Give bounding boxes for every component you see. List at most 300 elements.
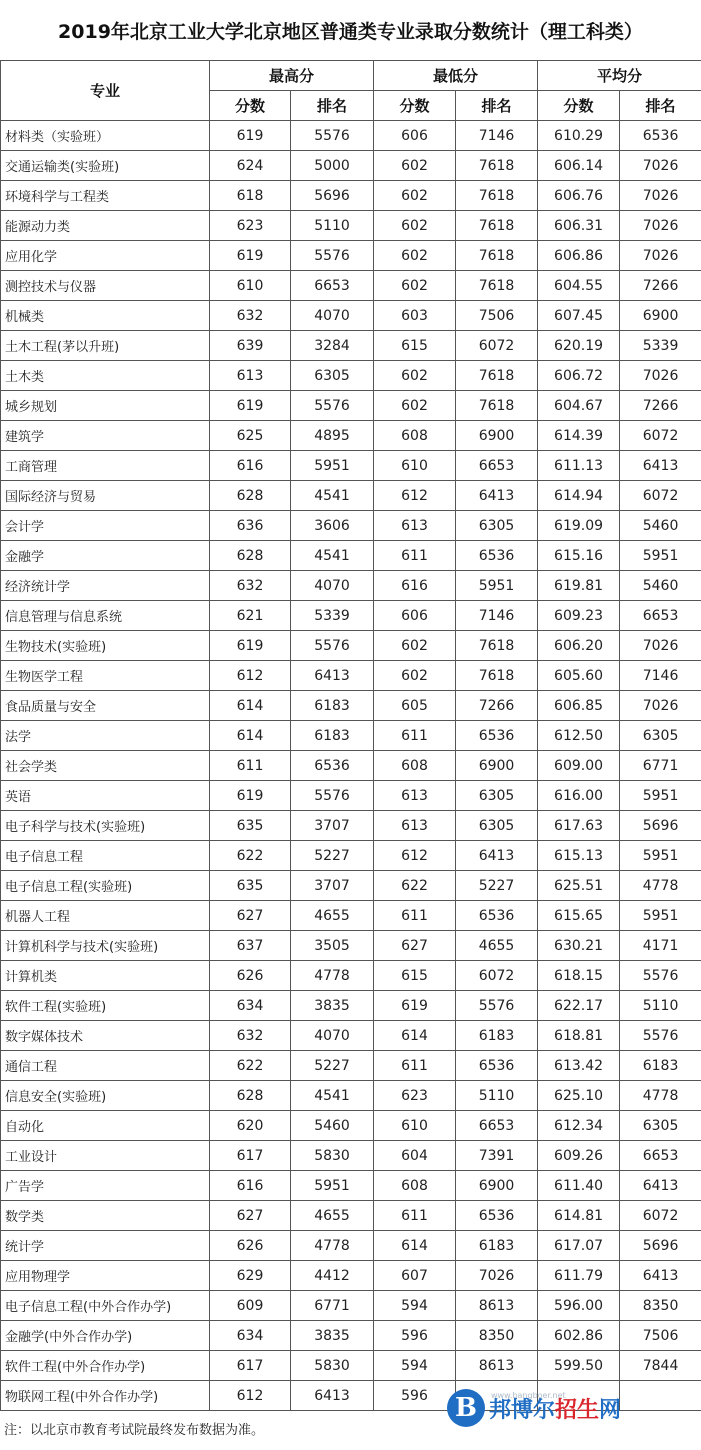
score-cell: 7026	[456, 1261, 538, 1291]
header-major: 专业	[1, 61, 210, 121]
score-cell: 620	[210, 1111, 291, 1141]
score-cell: 7146	[456, 601, 538, 631]
score-cell: 5110	[620, 991, 701, 1021]
score-cell: 617	[210, 1351, 291, 1381]
table-row	[1, 721, 701, 751]
score-cell: 614.39	[538, 421, 620, 451]
score-cell: 6653	[456, 451, 538, 481]
major-name-cell: 环境科学与工程类	[1, 181, 210, 211]
score-cell: 619	[210, 241, 291, 271]
score-cell: 615	[374, 331, 456, 361]
score-cell: 6771	[620, 751, 701, 781]
score-cell: 6653	[620, 1141, 701, 1171]
score-cell: 5460	[620, 511, 701, 541]
table-row	[1, 961, 701, 991]
major-name-cell: 法学	[1, 721, 210, 751]
major-name-cell: 数学类	[1, 1201, 210, 1231]
table-row	[1, 331, 701, 361]
major-name-cell: 物联网工程(中外合作办学)	[1, 1381, 210, 1411]
score-cell: 5951	[291, 451, 374, 481]
major-name-cell: 信息管理与信息系统	[1, 601, 210, 631]
header-rank: 排名	[291, 91, 374, 121]
score-cell: 7506	[456, 301, 538, 331]
major-name-cell: 信息安全(实验班)	[1, 1081, 210, 1111]
score-cell: 7618	[456, 391, 538, 421]
score-cell: 621	[210, 601, 291, 631]
score-cell: 622	[210, 841, 291, 871]
score-cell: 623	[374, 1081, 456, 1111]
major-name-cell: 工业设计	[1, 1141, 210, 1171]
score-cell: 612	[210, 1381, 291, 1411]
score-cell: 628	[210, 481, 291, 511]
score-cell: 6536	[620, 121, 701, 151]
score-cell: 606.20	[538, 631, 620, 661]
score-cell: 6305	[456, 781, 538, 811]
score-cell: 613	[374, 781, 456, 811]
table-row	[1, 511, 701, 541]
score-cell: 4895	[291, 421, 374, 451]
score-cell: 602	[374, 151, 456, 181]
major-name-cell: 经济统计学	[1, 571, 210, 601]
score-cell: 610	[210, 271, 291, 301]
score-cell: 5696	[620, 811, 701, 841]
table-row	[1, 121, 701, 151]
score-cell: 611.79	[538, 1261, 620, 1291]
score-cell: 6072	[620, 481, 701, 511]
score-cell: 628	[210, 541, 291, 571]
major-name-cell: 电子信息工程	[1, 841, 210, 871]
score-cell: 615.13	[538, 841, 620, 871]
score-cell: 632	[210, 1021, 291, 1051]
score-cell: 614	[374, 1231, 456, 1261]
major-name-cell: 生物技术(实验班)	[1, 631, 210, 661]
score-cell: 602	[374, 211, 456, 241]
score-cell: 602	[374, 271, 456, 301]
score-cell: 7618	[456, 241, 538, 271]
score-cell: 6072	[620, 421, 701, 451]
major-name-cell: 测控技术与仪器	[1, 271, 210, 301]
score-cell: 622.17	[538, 991, 620, 1021]
score-cell: 6183	[456, 1021, 538, 1051]
score-cell: 7026	[620, 631, 701, 661]
score-cell: 5951	[620, 541, 701, 571]
score-cell: 608	[374, 421, 456, 451]
score-cell: 619.81	[538, 571, 620, 601]
score-cell: 6413	[456, 841, 538, 871]
score-cell: 609	[210, 1291, 291, 1321]
table-row	[1, 601, 701, 631]
score-cell: 612.34	[538, 1111, 620, 1141]
watermark-text-red: 招生	[555, 1397, 600, 1423]
table-row	[1, 1111, 701, 1141]
score-cell: 6183	[291, 691, 374, 721]
score-cell: 6072	[620, 1201, 701, 1231]
score-cell: 622	[374, 871, 456, 901]
score-cell: 6653	[291, 271, 374, 301]
score-cell: 615.65	[538, 901, 620, 931]
score-cell: 604.55	[538, 271, 620, 301]
major-name-cell: 机械类	[1, 301, 210, 331]
major-name-cell: 电子信息工程(实验班)	[1, 871, 210, 901]
score-cell: 5339	[291, 601, 374, 631]
score-cell: 629	[210, 1261, 291, 1291]
major-name-cell: 机器人工程	[1, 901, 210, 931]
score-cell: 3707	[291, 871, 374, 901]
table-row	[1, 631, 701, 661]
score-cell: 6305	[620, 721, 701, 751]
score-cell: 616.00	[538, 781, 620, 811]
score-cell: 4655	[291, 901, 374, 931]
table-row	[1, 481, 701, 511]
table-row	[1, 151, 701, 181]
score-cell: 8613	[456, 1291, 538, 1321]
score-cell: 611	[374, 1051, 456, 1081]
score-cell: 606	[374, 601, 456, 631]
score-cell: 599.50	[538, 1351, 620, 1381]
score-cell: 613	[210, 361, 291, 391]
score-cell: 602	[374, 181, 456, 211]
score-cell: 616	[210, 451, 291, 481]
table-row	[1, 991, 701, 1021]
score-cell: 634	[210, 1321, 291, 1351]
score-cell: 611	[374, 541, 456, 571]
score-cell: 612	[374, 841, 456, 871]
score-cell: 604.67	[538, 391, 620, 421]
score-cell: 627	[210, 1201, 291, 1231]
score-cell: 5576	[291, 391, 374, 421]
score-cell: 7146	[620, 661, 701, 691]
score-cell: 606.86	[538, 241, 620, 271]
score-cell: 5110	[291, 211, 374, 241]
score-cell: 5576	[291, 631, 374, 661]
score-cell: 5951	[291, 1171, 374, 1201]
score-cell: 5460	[620, 571, 701, 601]
score-cell: 6900	[456, 421, 538, 451]
table-row	[1, 1321, 701, 1351]
major-name-cell: 英语	[1, 781, 210, 811]
table-row	[1, 181, 701, 211]
watermark-logo-icon: B	[447, 1389, 485, 1427]
major-name-cell: 软件工程(实验班)	[1, 991, 210, 1021]
score-cell: 7026	[620, 151, 701, 181]
score-cell: 617.63	[538, 811, 620, 841]
score-cell: 596	[374, 1321, 456, 1351]
table-row	[1, 931, 701, 961]
major-name-cell: 城乡规划	[1, 391, 210, 421]
score-cell: 605.60	[538, 661, 620, 691]
score-cell: 6536	[456, 1201, 538, 1231]
major-name-cell: 应用化学	[1, 241, 210, 271]
score-cell: 606.85	[538, 691, 620, 721]
table-row	[1, 1231, 701, 1261]
score-cell: 637	[210, 931, 291, 961]
score-cell: 4778	[291, 961, 374, 991]
score-cell: 6536	[456, 541, 538, 571]
score-cell: 594	[374, 1291, 456, 1321]
major-name-cell: 建筑学	[1, 421, 210, 451]
score-cell: 606.31	[538, 211, 620, 241]
score-cell: 604	[374, 1141, 456, 1171]
score-cell: 7391	[456, 1141, 538, 1171]
score-cell: 7266	[620, 391, 701, 421]
score-cell: 7026	[620, 691, 701, 721]
score-cell: 636	[210, 511, 291, 541]
score-cell: 6183	[456, 1231, 538, 1261]
score-cell: 7146	[456, 121, 538, 151]
major-name-cell: 能源动力类	[1, 211, 210, 241]
score-cell: 6653	[620, 601, 701, 631]
header-score: 分数	[538, 91, 620, 121]
score-cell: 625.51	[538, 871, 620, 901]
score-cell: 5830	[291, 1141, 374, 1171]
score-cell: 611.40	[538, 1171, 620, 1201]
score-cell: 4412	[291, 1261, 374, 1291]
score-cell: 608	[374, 1171, 456, 1201]
score-cell: 6183	[291, 721, 374, 751]
score-cell: 8613	[456, 1351, 538, 1381]
score-cell: 625	[210, 421, 291, 451]
score-cell: 4070	[291, 301, 374, 331]
table-row	[1, 451, 701, 481]
score-cell: 5830	[291, 1351, 374, 1381]
table-row	[1, 1051, 701, 1081]
major-name-cell: 国际经济与贸易	[1, 481, 210, 511]
score-cell: 609.26	[538, 1141, 620, 1171]
score-cell: 610	[374, 1111, 456, 1141]
score-cell: 624	[210, 151, 291, 181]
score-cell: 630.21	[538, 931, 620, 961]
score-cell: 610.29	[538, 121, 620, 151]
major-name-cell: 材料类（实验班）	[1, 121, 210, 151]
table-row	[1, 241, 701, 271]
score-cell: 6900	[456, 751, 538, 781]
score-cell: 5576	[620, 961, 701, 991]
score-cell: 623	[210, 211, 291, 241]
table-body	[1, 121, 701, 1411]
table-row	[1, 1291, 701, 1321]
score-cell: 5227	[456, 871, 538, 901]
score-cell: 6305	[291, 361, 374, 391]
score-cell: 7026	[620, 241, 701, 271]
score-cell: 5576	[291, 121, 374, 151]
score-cell: 625.10	[538, 1081, 620, 1111]
score-cell: 7506	[620, 1321, 701, 1351]
score-cell: 5227	[291, 841, 374, 871]
score-cell: 6183	[620, 1051, 701, 1081]
footnote: 注：以北京市教育考试院最终发布数据为准。	[4, 1423, 265, 1438]
table-row	[1, 211, 701, 241]
major-name-cell: 金融学	[1, 541, 210, 571]
score-cell: 6900	[620, 301, 701, 331]
score-cell: 618.81	[538, 1021, 620, 1051]
table-row	[1, 1021, 701, 1051]
score-cell: 6413	[456, 481, 538, 511]
score-cell: 3707	[291, 811, 374, 841]
score-cell: 7026	[620, 211, 701, 241]
table-row	[1, 841, 701, 871]
major-name-cell: 食品质量与安全	[1, 691, 210, 721]
score-cell: 5460	[291, 1111, 374, 1141]
score-cell: 611.13	[538, 451, 620, 481]
table-row	[1, 781, 701, 811]
table-row	[1, 661, 701, 691]
watermark-text-blue-end: 网	[599, 1397, 622, 1423]
score-cell: 627	[210, 901, 291, 931]
score-cell: 6305	[456, 811, 538, 841]
major-name-cell: 工商管理	[1, 451, 210, 481]
page-title: 2019年北京工业大学北京地区普通类专业录取分数统计（理工科类）	[58, 20, 643, 43]
major-name-cell: 自动化	[1, 1111, 210, 1141]
table-row	[1, 871, 701, 901]
score-cell: 616	[210, 1171, 291, 1201]
score-cell: 607.45	[538, 301, 620, 331]
score-cell: 6536	[456, 721, 538, 751]
table-row	[1, 691, 701, 721]
score-cell: 626	[210, 961, 291, 991]
score-cell: 619	[210, 631, 291, 661]
table-row	[1, 361, 701, 391]
major-name-cell: 统计学	[1, 1231, 210, 1261]
score-cell: 5000	[291, 151, 374, 181]
score-cell: 612.50	[538, 721, 620, 751]
score-cell: 611	[374, 901, 456, 931]
score-cell: 6536	[456, 1051, 538, 1081]
table-row	[1, 271, 701, 301]
site-watermark	[447, 1389, 621, 1427]
score-cell: 3835	[291, 1321, 374, 1351]
major-name-cell: 计算机类	[1, 961, 210, 991]
score-cell: 6072	[456, 961, 538, 991]
score-cell: 609.00	[538, 751, 620, 781]
score-cell: 6413	[620, 1171, 701, 1201]
major-name-cell: 计算机科学与技术(实验班)	[1, 931, 210, 961]
header-rank: 排名	[620, 91, 701, 121]
score-cell: 617.07	[538, 1231, 620, 1261]
score-cell: 614	[210, 691, 291, 721]
score-cell: 4778	[620, 871, 701, 901]
score-cell: 618	[210, 181, 291, 211]
score-cell	[620, 1381, 701, 1411]
score-cell: 5110	[456, 1081, 538, 1111]
score-cell: 6536	[291, 751, 374, 781]
score-cell: 613	[374, 811, 456, 841]
score-cell: 3835	[291, 991, 374, 1021]
score-cell: 602	[374, 391, 456, 421]
table-row	[1, 301, 701, 331]
table-row	[1, 391, 701, 421]
major-name-cell: 电子科学与技术(实验班)	[1, 811, 210, 841]
score-cell: 614	[374, 1021, 456, 1051]
score-cell: 4541	[291, 481, 374, 511]
table-row	[1, 1081, 701, 1111]
score-cell: 627	[374, 931, 456, 961]
score-cell: 614.94	[538, 481, 620, 511]
score-cell: 8350	[456, 1321, 538, 1351]
score-cell: 5951	[620, 781, 701, 811]
score-cell: 614	[210, 721, 291, 751]
major-name-cell: 通信工程	[1, 1051, 210, 1081]
major-name-cell: 软件工程(中外合作办学)	[1, 1351, 210, 1381]
score-cell: 6413	[291, 661, 374, 691]
header-rank: 排名	[456, 91, 538, 121]
score-cell: 602	[374, 241, 456, 271]
score-cell: 5227	[291, 1051, 374, 1081]
major-name-cell: 交通运输类(实验班)	[1, 151, 210, 181]
header-lowest: 最低分	[374, 61, 538, 91]
score-cell: 6072	[456, 331, 538, 361]
score-cell: 4778	[620, 1081, 701, 1111]
major-name-cell: 应用物理学	[1, 1261, 210, 1291]
score-cell: 4655	[456, 931, 538, 961]
score-cell: 4541	[291, 541, 374, 571]
major-name-cell: 数字媒体技术	[1, 1021, 210, 1051]
score-cell: 614.81	[538, 1201, 620, 1231]
score-cell: 632	[210, 301, 291, 331]
score-cell: 7266	[456, 691, 538, 721]
score-cell: 613.42	[538, 1051, 620, 1081]
score-cell: 603	[374, 301, 456, 331]
table-row	[1, 421, 701, 451]
score-cell: 611	[374, 1201, 456, 1231]
table-row	[1, 901, 701, 931]
score-cell: 617	[210, 1141, 291, 1171]
score-cell: 626	[210, 1231, 291, 1261]
score-cell: 620.19	[538, 331, 620, 361]
score-cell: 606.76	[538, 181, 620, 211]
score-cell: 7266	[620, 271, 701, 301]
score-cell: 619	[210, 781, 291, 811]
major-name-cell: 会计学	[1, 511, 210, 541]
score-cell: 602	[374, 361, 456, 391]
score-cell: 7026	[620, 181, 701, 211]
score-cell: 635	[210, 871, 291, 901]
major-name-cell: 生物医学工程	[1, 661, 210, 691]
score-cell: 3284	[291, 331, 374, 361]
score-cell: 4655	[291, 1201, 374, 1231]
score-cell: 607	[374, 1261, 456, 1291]
table-row	[1, 751, 701, 781]
score-cell: 6413	[620, 451, 701, 481]
score-cell: 5576	[291, 781, 374, 811]
score-cell: 602	[374, 661, 456, 691]
major-name-cell: 金融学(中外合作办学)	[1, 1321, 210, 1351]
score-cell: 635	[210, 811, 291, 841]
table-row	[1, 811, 701, 841]
score-cell: 615.16	[538, 541, 620, 571]
table-row	[1, 541, 701, 571]
table-row	[1, 1201, 701, 1231]
watermark-url: www.bangboer.net	[491, 1391, 566, 1400]
score-cell: 612	[210, 661, 291, 691]
score-cell: 606.72	[538, 361, 620, 391]
table-row	[1, 1261, 701, 1291]
score-cell: 606	[374, 121, 456, 151]
score-cell: 4541	[291, 1081, 374, 1111]
score-cell: 6305	[620, 1111, 701, 1141]
score-cell: 6305	[456, 511, 538, 541]
score-cell: 605	[374, 691, 456, 721]
major-name-cell: 土木类	[1, 361, 210, 391]
watermark-text-blue: 邦博尔	[489, 1397, 556, 1423]
header-score: 分数	[210, 91, 291, 121]
score-cell: 4778	[291, 1231, 374, 1261]
score-cell: 606.14	[538, 151, 620, 181]
score-cell: 616	[374, 571, 456, 601]
score-cell: 639	[210, 331, 291, 361]
score-cell: 7844	[620, 1351, 701, 1381]
score-cell: 596	[374, 1381, 456, 1411]
score-cell: 7618	[456, 661, 538, 691]
